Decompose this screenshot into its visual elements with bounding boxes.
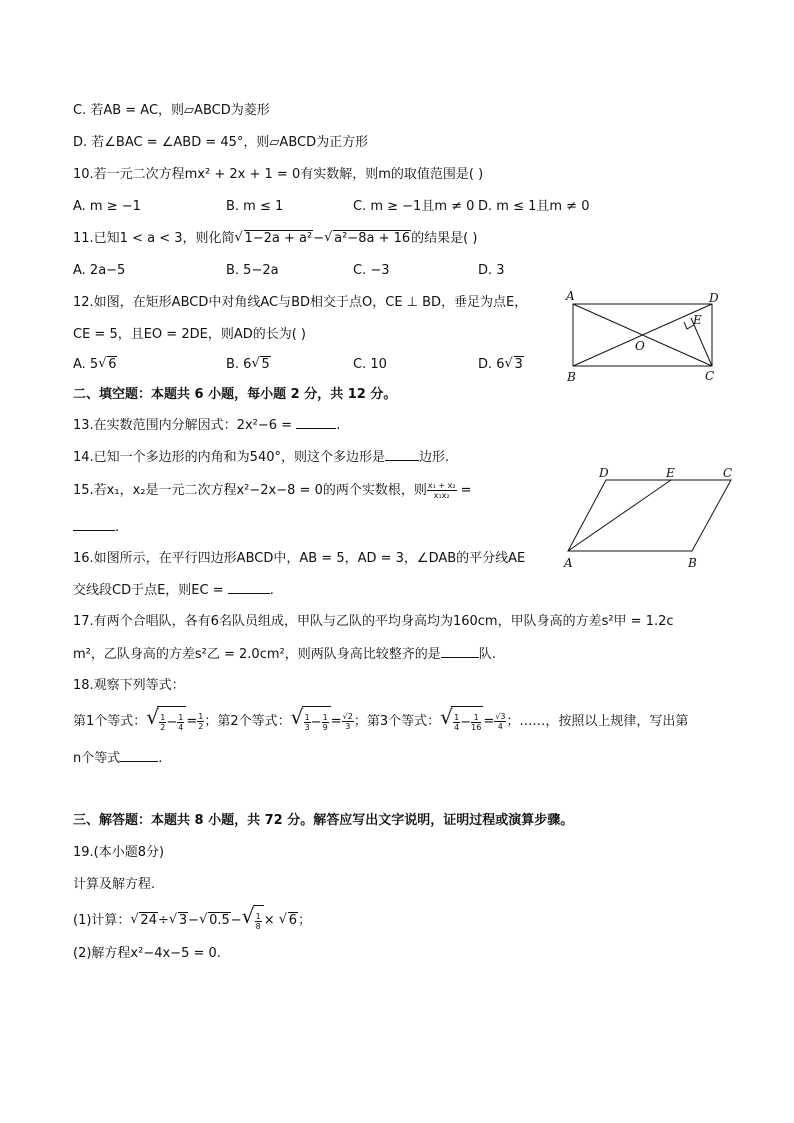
label-a: A [564,556,573,570]
q10-option-c: C. m ≥ −1且m ≠ 0 [353,199,475,214]
q15-blank [73,517,115,531]
label-e: E [666,466,675,480]
label-o: O [635,339,645,353]
q12-option-b: B. 6√ 5 [226,355,271,375]
q17-line1: 17.有两个合唱队，各有6名队员组成，甲队与乙队的平均身高均为160cm，甲队身高的方差s²甲 = 1.2c [73,614,674,629]
q11-radical-1: √ 1−2a + a² [235,229,314,249]
label-b: B [567,370,576,384]
q15-line2: . [73,517,119,538]
q9-option-d: D. 若∠BAC = ∠ABD = 45°，则▱ABCD为正方形 [73,135,369,150]
q19-title: 19.(本小题8分) [73,845,165,860]
q10-option-a: A. m ≥ −1 [73,199,141,214]
q11-option-d: D. 3 [478,263,505,278]
q12-rectangle-figure [560,286,730,386]
q11-stem-post: 的结果是( ) [411,231,478,246]
q14-blank [385,447,419,461]
q19-part1: (1)计算：√ 24÷√ 3−√ 0.5− √ $\frac{1}{8}$ × √ 6； [73,905,311,936]
q12-option-c: C. 10 [353,357,387,372]
parallelogram-abcd [568,480,731,551]
label-b: B [688,556,697,570]
q16-line2: 交线段CD于点E，则EC = . [73,580,274,601]
label-a: A [566,289,575,303]
label-c: C [723,466,733,480]
q14: 14.已知一个多边形的内角和为540°，则这个多边形是 边形. [73,447,449,468]
q11-radical-2: √ a²−8a + 16 [324,229,411,249]
label-e: E [693,313,702,327]
q12-line1: 12.如图，在矩形ABCD中对角线AC与BD相交于点O，CE ⊥ BD，垂足为点E， [73,295,528,310]
q18-equations: 第1个等式： √ $\frac{1}{2}$ − $\frac{1}{4}$ = $\frac{1}{2}$ ；第2个等式： √ $\frac{1}{3}$ − $\frac{1}{9}$ = $\frac{√2}{3}$ ；第3个等式： √ $\frac{1}{4}$ − $\frac{1}{16}$ = $\frac{√3}{4}$ ；……，按照以上规律，写出第 [73,706,688,737]
q12-option-a: A. 5√ 6 [73,355,117,375]
q18-line3: n个等式 . [73,748,162,769]
section-2-heading: 二、填空题：本题共 6 小题，每小题 2 分，共 12 分。 [73,387,397,402]
q16-parallelogram-figure [558,463,748,571]
q13-blank [296,415,336,429]
q17-line2: m²，乙队身高的方差s²乙 = 2.0cm²，则两队身高比较整齐的是 队. [73,644,496,665]
q19-intro: 计算及解方程. [73,877,156,892]
q18-eq1-radical: √ $\frac{1}{2}$ − $\frac{1}{4}$ [146,706,186,737]
q11-minus: − [313,231,325,246]
bisector-ae [568,480,671,551]
label-c: C [705,369,715,383]
label-d: D [599,466,609,480]
q18-stem: 18.观察下列等式： [73,678,185,693]
label-d: D [709,291,719,305]
q16-blank [228,580,270,594]
q10-option-b: B. m ≤ 1 [226,199,284,214]
q17-blank [441,644,479,658]
q18-blank [120,748,158,762]
q15: 15.若x₁，x₂是一元二次方程x²−2x−8 = 0的两个实数根，则 $\frac{\text{x₁ + x₂}}{\text{x₁x₂}}$ = [73,481,472,500]
q10-option-d: D. m ≤ 1且m ≠ 0 [478,199,590,214]
q12-line2: CE = 5，且EO = 2DE，则AD的长为( ) [73,327,306,342]
q19-part2: (2)解方程x²−4x−5 = 0. [73,946,221,961]
q18-eq3-radical: √ $\frac{1}{4}$ − $\frac{1}{16}$ [440,706,483,737]
q11-option-b: B. 5−2a [226,263,279,278]
q11-stem-pre: 11.已知1 < a < 3，则化简 [73,231,235,246]
q13: 13.在实数范围内分解因式：2x²−6 = . [73,415,340,436]
q15-fraction: $\frac{\text{x₁ + x₂}}{\text{x₁x₂}}$ [427,481,456,500]
q9-option-c: C. 若AB = AC，则▱ABCD为菱形 [73,103,270,118]
q12-option-d: D. 6√ 3 [478,355,524,375]
q10-stem: 10.若一元二次方程mx² + 2x + 1 = 0有实数解，则m的取值范围是( ) [73,167,484,182]
q16-line1: 16.如图所示，在平行四边形ABCD中，AB = 5，AD = 3，∠DAB的平分线AE [73,551,526,566]
q11-stem [73,229,477,249]
section-3-heading: 三、解答题：本题共 8 小题，共 72 分。解答应写出文字说明，证明过程或演算步骤。 [73,813,574,828]
q11-option-c: C. −3 [353,263,390,278]
q11-option-a: A. 2a−5 [73,263,126,278]
q18-eq2-radical: √ $\frac{1}{3}$ − $\frac{1}{9}$ [291,706,331,737]
